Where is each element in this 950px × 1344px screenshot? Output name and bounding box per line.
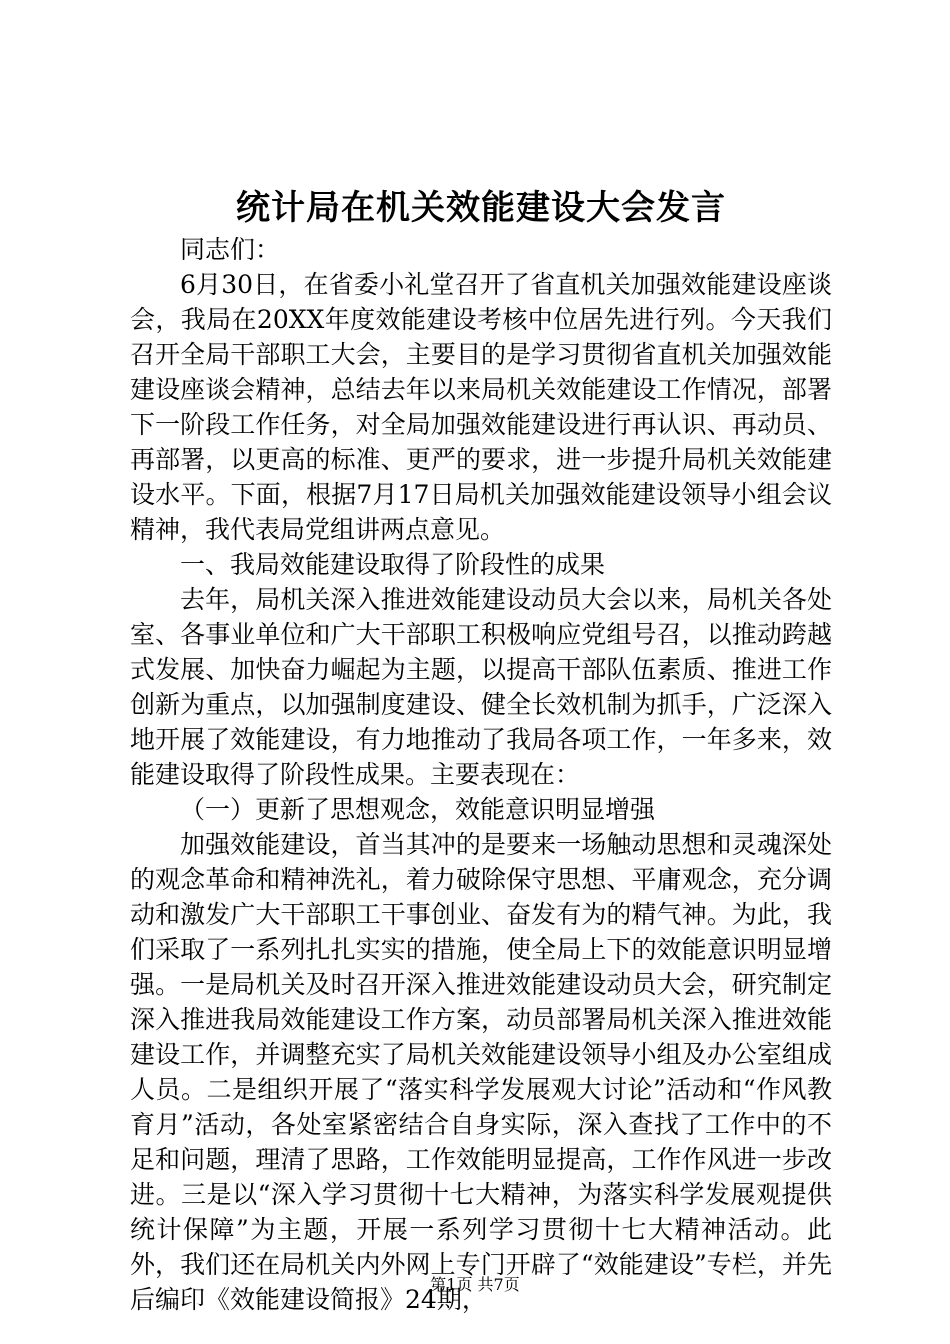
body-paragraph: 6月30日，在省委小礼堂召开了省直机关加强效能建设座谈会，我局在20XX年度效能建设考核中位居先进行列。今天我们召开全局干部职工大会，主要目的是学习贯彻省直机关加强效能建设座谈会精神，总结去年以来局机关效能建设工作情况，部署下一阶段工作任务，对全局加强效能建设进行再认识、再动员、再部署，以更高的标准、更严的要求，进一步提升局机关效能建设水平。下面，根据7月17日局机关加强效能建设领导小组会议精神，我代表局党组讲两点意见。: [130, 270, 832, 544]
document-body: [130, 232, 832, 1317]
section-heading: 一、我局效能建设取得了阶段性的成果: [180, 550, 606, 579]
salutation: 同志们：: [180, 235, 281, 264]
body-paragraph: 去年，局机关深入推进效能建设动员大会以来，局机关各处室、各事业单位和广大干部职工积极响应党组号召，以推动跨越式发展、加快奋力崛起为主题，以提高干部队伍素质、推进工作创新为重点，以加强制度建设、健全长效机制为抓手，广泛深入地开展了效能建设，有力地推动了我局各项工作，一年多来，效能建设取得了阶段性成果。主要表现在：: [130, 585, 832, 789]
body-paragraph: 加强效能建设，首当其冲的是要来一场触动思想和灵魂深处的观念革命和精神洗礼，着力破除保守思想、平庸观念，充分调动和激发广大干部职工干事创业、奋发有为的精气神。为此，我们采取了一系列扎扎实实的措施，使全局上下的效能意识明显增强。一是局机关及时召开深入推进效能建设动员大会，研究制定深入推进我局效能建设工作方案，动员部署局机关深入推进效能建设工作，并调整充实了局机关效能建设领导小组及办公室组成人员。二是组织开展了“落实科学发展观大讨论”活动和“作风教育月”活动，各处室紧密结合自身实际，深入查找了工作中的不足和问题，理清了思路，工作效能明显提高，工作作风进一步改进。三是以“深入学习贯彻十七大精神，为落实科学发展观提供统计保障”为主题，开展一系列学习贯彻十七大精神活动。此外，我们还在局机关内外网上专门开辟了“效能建设”专栏，并先后编印《效能建设简报》24期，: [130, 830, 832, 1314]
document-title: 统计局在机关效能建设大会发言: [236, 188, 726, 228]
page-number-footer: 第1页 共7页: [430, 1275, 520, 1294]
subsection-heading: （一）更新了思想观念，效能意识明显增强: [180, 795, 656, 824]
